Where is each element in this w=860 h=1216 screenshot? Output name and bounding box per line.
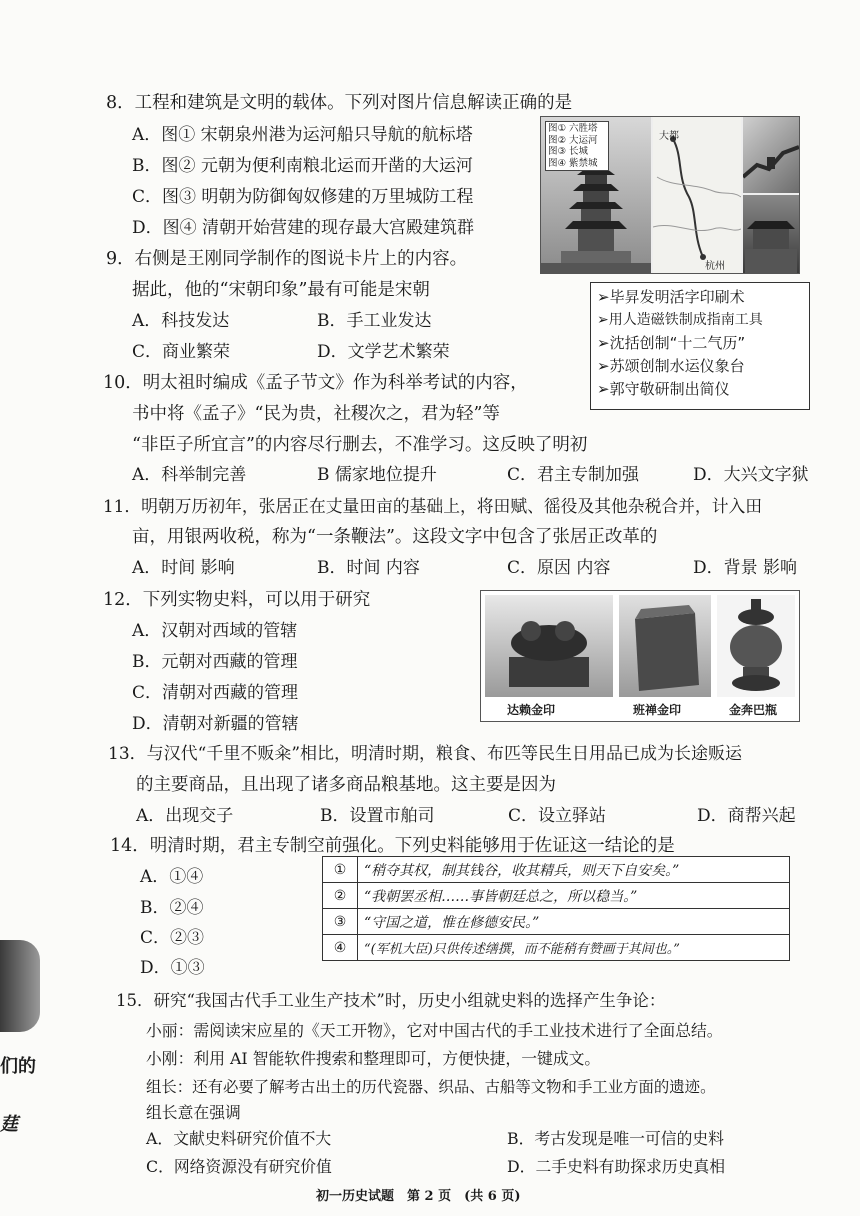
source-row [323, 909, 790, 935]
q8-option-c: C．图③ 明朝为防御匈奴修建的万里城防工程 [132, 187, 474, 207]
q15-emphasis: 组长意在强调 [146, 1103, 241, 1122]
card-item-4: ➢苏颂创制水运仪象台 [597, 357, 745, 375]
dalai-seal-photo [485, 595, 613, 697]
great-wall-icon [743, 117, 799, 193]
q8-option-d: D．图④ 清朝开始营建的现存最大宫殿建筑群 [132, 218, 475, 238]
q10-line-2: 书中将《孟子》“民为贵，社稷次之，君为轻”等 [132, 404, 500, 424]
q14-option-c: C．②③ [140, 928, 205, 948]
figure-legend [545, 121, 609, 171]
legend-item-4: 图④ 紫禁城 [548, 157, 598, 169]
q9-option-d: D．文学艺术繁荣 [317, 342, 450, 362]
q15-leader: 组长：还有必要了解考古出土的历代瓷器、织品、古船等文物和手工业方面的遗迹。 [146, 1078, 716, 1096]
q8-figures [540, 116, 800, 274]
golden-urn-photo [717, 595, 795, 697]
caption-panchen-seal: 班禅金印 [633, 703, 682, 717]
q11-option-b: B．时间 内容 [317, 558, 420, 578]
map-label-dadu: 大都 [659, 131, 679, 142]
card-item-5: ➢郭守敬研制出简仪 [597, 380, 730, 398]
q9-option-b: B．手工业发达 [317, 311, 432, 331]
source-text: “我朝罢丞相……事皆朝廷总之，所以稳当。” [358, 883, 790, 909]
legend-item-3: 图③ 长城 [548, 146, 589, 157]
caption-dalai-seal: 达赖金印 [507, 703, 556, 717]
page-footer: 初一历史试题 第 2 页 (共 6 页) [316, 1189, 521, 1204]
legend-item-2: 图② 大运河 [548, 134, 598, 146]
source-row [323, 883, 790, 909]
q15-stem: 15．研究“我国古代手工业生产技术”时，历史小组就史料的选择产生争论： [116, 991, 666, 1010]
q15-option-c: C．网络资源没有研究价值 [146, 1157, 332, 1176]
q10-option-b: B 儒家地位提升 [317, 465, 437, 485]
q11-option-a: A．时间 影响 [132, 558, 235, 578]
q12-option-a: A．汉朝对西域的管辖 [132, 621, 298, 641]
source-number: ④ [323, 935, 358, 961]
q13-option-b: B．设置市舶司 [320, 806, 435, 826]
q11-option-c: C．原因 内容 [507, 558, 611, 578]
q13-line-2: 的主要商品，且出现了诸多商品粮基地。这主要是因为 [136, 775, 556, 795]
q9-option-c: C．商业繁荣 [132, 342, 231, 362]
q10-option-c: C．君主专制加强 [507, 465, 640, 485]
source-text: “稍夺其权，制其钱谷，收其精兵，则天下自安矣。” [358, 857, 790, 883]
square-seal-icon [619, 595, 711, 697]
canal-map [653, 117, 741, 273]
q15-option-b: B．考古发现是唯一可信的史料 [507, 1129, 724, 1148]
q12-stem: 12．下列实物史料，可以用于研究 [103, 590, 371, 610]
q14-option-b: B．②④ [140, 898, 204, 918]
seal-icon [485, 595, 613, 697]
q14-option-a: A．①④ [140, 867, 204, 887]
q11-option-d: D．背景 影响 [693, 558, 798, 578]
panchen-seal-photo [619, 595, 711, 697]
card-item-3: ➢沈括创制“十二气历” [597, 334, 746, 352]
margin-text-1: 们的 [0, 1056, 36, 1077]
palace-icon [743, 195, 799, 273]
caption-golden-urn: 金奔巴瓶 [729, 703, 778, 717]
q12-option-d: D．清朝对新疆的管辖 [132, 714, 299, 734]
q15-xiaogang: 小刚：利用 AI 智能软件搜索和整理即可，方便快捷，一键成文。 [146, 1049, 601, 1068]
card-item-1: ➢毕昇发明活字印刷术 [597, 288, 745, 306]
q13-line-1: 13．与汉代“千里不贩籴”相比，明清时期，粮食、布匹等民生日用品已成为长途贩运 [108, 744, 743, 764]
q10-line-1: 10．明太祖时编成《孟子节文》作为科举考试的内容， [103, 373, 528, 393]
urn-icon [717, 595, 795, 697]
source-text: “(军机大臣)只供传述缮撰，而不能稍有赞画于其间也。” [358, 935, 790, 961]
q12-option-b: B．元朝对西藏的管理 [132, 652, 298, 672]
q11-line-2: 亩，用银两收税，称为“一条鞭法”。这段文字中包含了张居正改革的 [132, 527, 658, 547]
margin-text-2: 莛 [0, 1114, 18, 1135]
q10-option-a: A．科举制完善 [132, 465, 247, 485]
q15-option-a: A．文献史料研究价值不大 [146, 1129, 332, 1148]
map-label-hangzhou: 杭州 [705, 261, 725, 272]
q14-source-table [322, 856, 790, 961]
legend-item-1: 图① 六胜塔 [548, 123, 598, 134]
q12-option-c: C．清朝对西藏的管理 [132, 683, 299, 703]
source-number: ③ [323, 909, 358, 935]
q8-option-a: A．图① 宋朝泉州港为运河船只导航的航标塔 [132, 125, 473, 145]
source-row [323, 857, 790, 883]
q13-option-c: C．设立驿站 [508, 806, 607, 826]
forbidden-city-photo [743, 195, 799, 273]
margin-cartoon [0, 940, 40, 1032]
source-row [323, 935, 790, 961]
source-number: ② [323, 883, 358, 909]
q13-option-a: A．出现交子 [136, 806, 234, 826]
q9-option-a: A．科技发达 [132, 311, 230, 331]
q14-option-d: D．①③ [140, 958, 205, 978]
q9-info-card [590, 282, 810, 410]
card-item-2: ➢用人造磁铁制成指南工具 [597, 312, 763, 328]
q8-stem: 8．工程和建筑是文明的载体。下列对图片信息解读正确的是 [106, 93, 573, 113]
q14-stem: 14．明清时期，君主专制空前强化。下列史料能够用于佐证这一结论的是 [110, 836, 675, 856]
q10-line-3: “非臣子所宜言”的内容尽行删去，不准学习。这反映了明初 [132, 435, 588, 455]
q12-artifacts [480, 590, 800, 722]
q15-option-d: D．二手史料有助探求历史真相 [507, 1157, 726, 1176]
great-wall-photo [743, 117, 799, 193]
q9-stem-2: 据此，他的“宋朝印象”最有可能是宋朝 [132, 280, 430, 300]
q11-line-1: 11．明朝万历初年，张居正在丈量田亩的基础上，将田赋、徭役及其他杂税合并，计入田 [103, 496, 763, 516]
source-text: “守国之道，惟在修德安民。” [358, 909, 790, 935]
q8-option-b: B．图② 元朝为便利南粮北运而开凿的大运河 [132, 156, 473, 176]
q13-option-d: D．商帮兴起 [697, 806, 796, 826]
q9-stem-1: 9．右侧是王刚同学制作的图说卡片上的内容。 [106, 249, 468, 269]
q10-option-d: D．大兴文字狱 [693, 465, 809, 485]
source-number: ① [323, 857, 358, 883]
q15-xiaoli: 小丽：需阅读宋应星的《天工开物》，它对中国古代的手工业技术进行了全面总结。 [146, 1021, 723, 1040]
